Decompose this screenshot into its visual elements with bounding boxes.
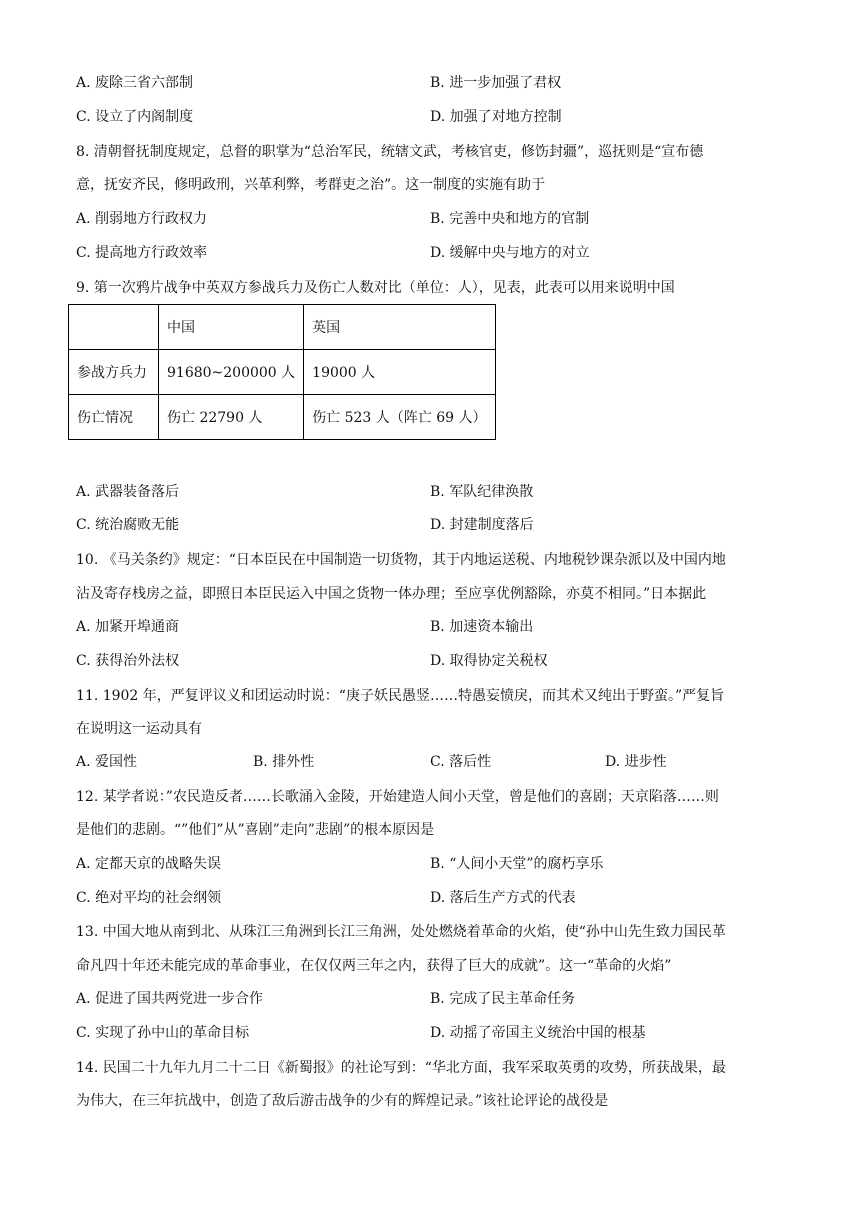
table-cell: 伤亡 523 人（阵亡 69 人） [304,395,495,440]
q8-option-a[interactable]: A. 削弱地方行政权力 [76,211,208,227]
q7-option-d[interactable]: D. 加强了对地方控制 [430,109,562,125]
q10-option-b[interactable]: B. 加速资本输出 [430,619,534,635]
q12-option-c[interactable]: C. 绝对平均的社会纲领 [76,890,222,906]
q8-option-b[interactable]: B. 完善中央和地方的官制 [430,211,590,227]
table-cell: 参战方兵力 [69,350,159,395]
q13-stem-line-1: 13. 中国大地从南到北、从珠江三角洲到长江三角洲，处处燃烧着革命的火焰，使“孙中山先生致力国民革 [76,924,726,940]
q10-option-a[interactable]: A. 加紧开埠通商 [76,619,180,635]
q9-option-c[interactable]: C. 统治腐败无能 [76,517,180,533]
q13-stem-line-2: 命凡四十年还未能完成的革命事业，在仅仅两三年之内，获得了巨大的成就”。这一“革命的火焰” [76,958,672,974]
q9-option-d[interactable]: D. 封建制度落后 [430,517,534,533]
table-header-cell [69,305,159,350]
q10-stem-line-1: 10. 《马关条约》规定：“日本臣民在中国制造一切货物，其于内地运送税、内地税钞课杂派以及中国内地 [76,552,726,568]
q13-option-c[interactable]: C. 实现了孙中山的革命目标 [76,1025,250,1041]
q10-option-d[interactable]: D. 取得协定关税权 [430,653,548,669]
q13-option-b[interactable]: B. 完成了民主革命任务 [430,991,576,1007]
q9-option-b[interactable]: B. 军队纪律涣散 [430,484,534,500]
q13-option-a[interactable]: A. 促进了国共两党进一步合作 [76,991,264,1007]
table-cell: 伤亡 22790 人 [159,395,304,440]
table-cell: 伤亡情况 [69,395,159,440]
q10-stem-line-2: 沾及寄存栈房之益，即照日本臣民运入中国之货物一体办理；至应享优例豁除，亦莫不相同。”日本据此 [76,586,707,602]
table-header-row [69,305,496,350]
q8-stem-line-1: 8. 清朝督抚制度规定，总督的职掌为“总治军民，统辖文武，考核官吏，修饬封疆”，巡抚则是“宣布德 [76,144,704,160]
q8-option-c[interactable]: C. 提高地方行政效率 [76,245,208,261]
table-row [69,395,496,440]
q13-option-d[interactable]: D. 动摇了帝国主义统治中国的根基 [430,1025,646,1041]
q11-stem-line-1: 11. 1902 年，严复评议义和团运动时说：“庚子妖民愚竖……特愚妄愤戾，而其术又纯出于野蛮。”严复旨 [76,688,725,704]
q7-option-b[interactable]: B. 进一步加强了君权 [430,75,562,91]
q9-stem: 9. 第一次鸦片战争中英双方参战兵力及伤亡人数对比（单位：人），见表，此表可以用来说明中国 [76,280,675,296]
q9-option-a[interactable]: A. 武器装备落后 [76,484,180,500]
q7-option-c[interactable]: C. 设立了内阁制度 [76,109,194,125]
q8-stem-line-2: 意，抚安齐民，修明政刑，兴革利弊，考群吏之治”。这一制度的实施有助于 [76,177,546,193]
q12-option-a[interactable]: A. 定都天京的战略失误 [76,856,222,872]
table-row [69,350,496,395]
q8-option-d[interactable]: D. 缓解中央与地方的对立 [430,245,590,261]
q11-option-c[interactable]: C. 落后性 [430,754,492,770]
table-cell: 91680~200000 人 [159,350,304,395]
q12-option-b[interactable]: B. “人间小天堂”的腐朽享乐 [430,856,604,872]
q11-option-b[interactable]: B. 排外性 [253,754,315,770]
table-header-cell: 中国 [159,305,304,350]
q14-stem-line-2: 为伟大，在三年抗战中，创造了敌后游击战争的少有的辉煌记录。”该社论评论的战役是 [76,1093,609,1109]
q12-stem-line-2: 是他们的悲剧。“”他们”从”喜剧”走向”悲剧”的根本原因是 [76,822,435,838]
q12-option-d[interactable]: D. 落后生产方式的代表 [430,890,576,906]
q11-option-d[interactable]: D. 进步性 [605,754,667,770]
q14-stem-line-1: 14. 民国二十九年九月二十二日《新蜀报》的社论写到：“华北方面，我军采取英勇的攻势，所获战果，最 [76,1060,726,1076]
q9-comparison-table [68,304,496,440]
q7-option-a[interactable]: A. 废除三省六部制 [76,75,194,91]
q10-option-c[interactable]: C. 获得治外法权 [76,653,180,669]
table-cell: 19000 人 [304,350,495,395]
q11-stem-line-2: 在说明这一运动具有 [76,721,202,737]
q11-option-a[interactable]: A. 爱国性 [76,754,138,770]
table-header-cell: 英国 [304,305,495,350]
q12-stem-line-1: 12. 某学者说：”农民造反者……长歌涌入金陵，开始建造人间小天堂，曾是他们的喜剧；天京陷落……则 [76,789,719,805]
